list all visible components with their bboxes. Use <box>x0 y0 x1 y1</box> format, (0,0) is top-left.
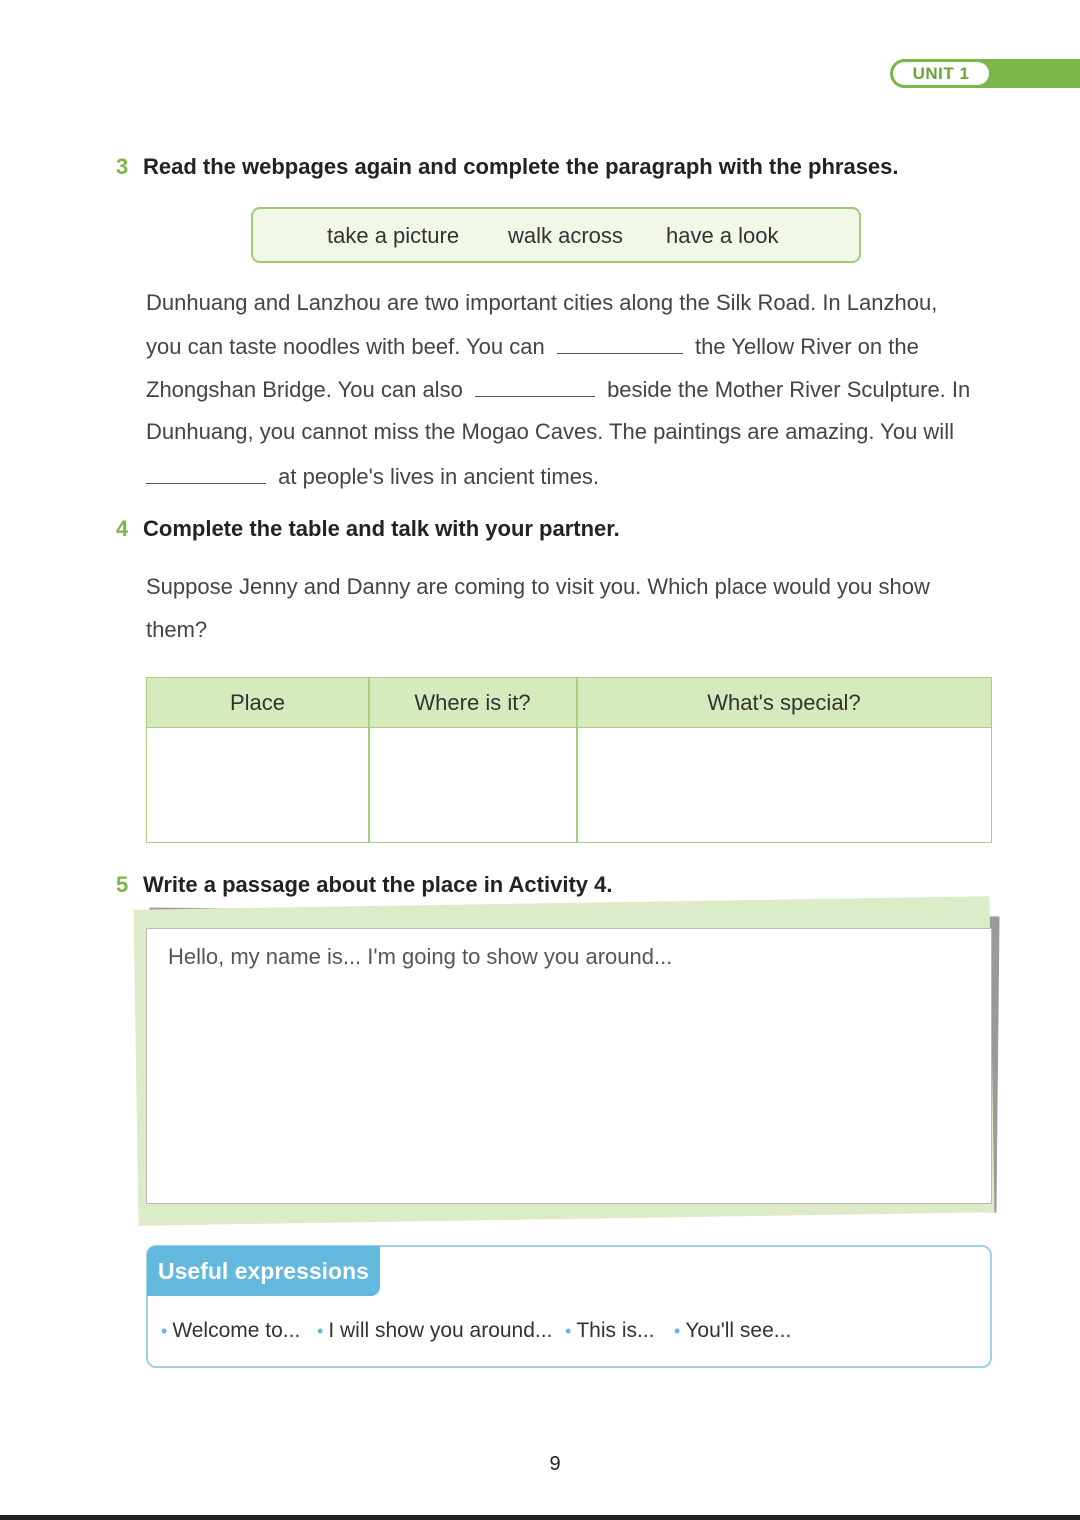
paragraph-text: beside the Mother River Sculpture. In <box>607 377 971 402</box>
phrase-item: take a picture <box>327 223 460 248</box>
paragraph-line: Dunhuang, you cannot miss the Mogao Caves. The paintings are amazing. You will <box>146 419 954 444</box>
exercise-3-title: Read the webpages again and complete the paragraph with the phrases. <box>143 154 899 179</box>
expression-text: I will show you around... <box>328 1319 553 1342</box>
table-header-where: Where is it? <box>414 690 531 715</box>
expression-item <box>317 1319 552 1343</box>
page-number: 9 <box>549 1453 561 1475</box>
exercise-4-intro: Suppose Jenny and Danny are coming to visit you. Which place would you show <box>146 574 930 599</box>
paragraph-line <box>146 376 970 403</box>
answer-blank[interactable] <box>557 333 683 354</box>
paragraph-line <box>146 333 919 360</box>
useful-expressions-title: Useful expressions <box>147 1246 380 1296</box>
table-header-special: What's special? <box>707 690 861 715</box>
exercise-3-number: 3 <box>116 154 129 179</box>
expression-text: You'll see... <box>685 1319 792 1342</box>
paragraph-line <box>146 463 599 490</box>
paragraph-text: the Yellow River on the <box>695 334 919 359</box>
exercise-4-title: Complete the table and talk with your partner. <box>143 516 620 541</box>
paragraph-text: you can taste noodles with beef. You can <box>146 334 545 359</box>
paragraph-line: Dunhuang and Lanzhou are two important cities along the Silk Road. In Lanzhou, <box>146 290 938 315</box>
exercise-4-intro: them? <box>146 617 208 642</box>
phrase-item: have a look <box>666 223 779 248</box>
table-cell-place[interactable] <box>148 729 367 841</box>
bullet-icon: • <box>317 1321 324 1341</box>
expression-item <box>674 1319 791 1343</box>
bullet-icon: • <box>161 1321 168 1341</box>
expression-text: Welcome to... <box>172 1319 301 1342</box>
table-cell-where[interactable] <box>370 729 575 841</box>
answer-blank[interactable] <box>146 463 266 484</box>
phrase-item: walk across <box>508 223 623 248</box>
unit-label: UNIT 1 <box>893 62 989 85</box>
paragraph-text: Zhongshan Bridge. You can also <box>146 377 463 402</box>
writing-prompt: Hello, my name is... I'm going to show you around... <box>168 944 673 969</box>
table-cell-special[interactable] <box>578 729 990 841</box>
table-header-place: Place <box>229 690 286 715</box>
exercise-5-number: 5 <box>116 872 129 897</box>
expression-item <box>161 1319 300 1343</box>
bullet-icon: • <box>674 1321 681 1341</box>
paragraph-text: at people's lives in ancient times. <box>278 464 600 489</box>
bottom-rule <box>0 1515 1080 1520</box>
exercise-5-title: Write a passage about the place in Activity 4. <box>143 872 613 897</box>
exercise-4-number: 4 <box>116 516 129 541</box>
bullet-icon: • <box>565 1321 572 1341</box>
answer-blank[interactable] <box>475 376 595 397</box>
expression-item <box>565 1319 655 1343</box>
expression-text: This is... <box>576 1319 655 1342</box>
